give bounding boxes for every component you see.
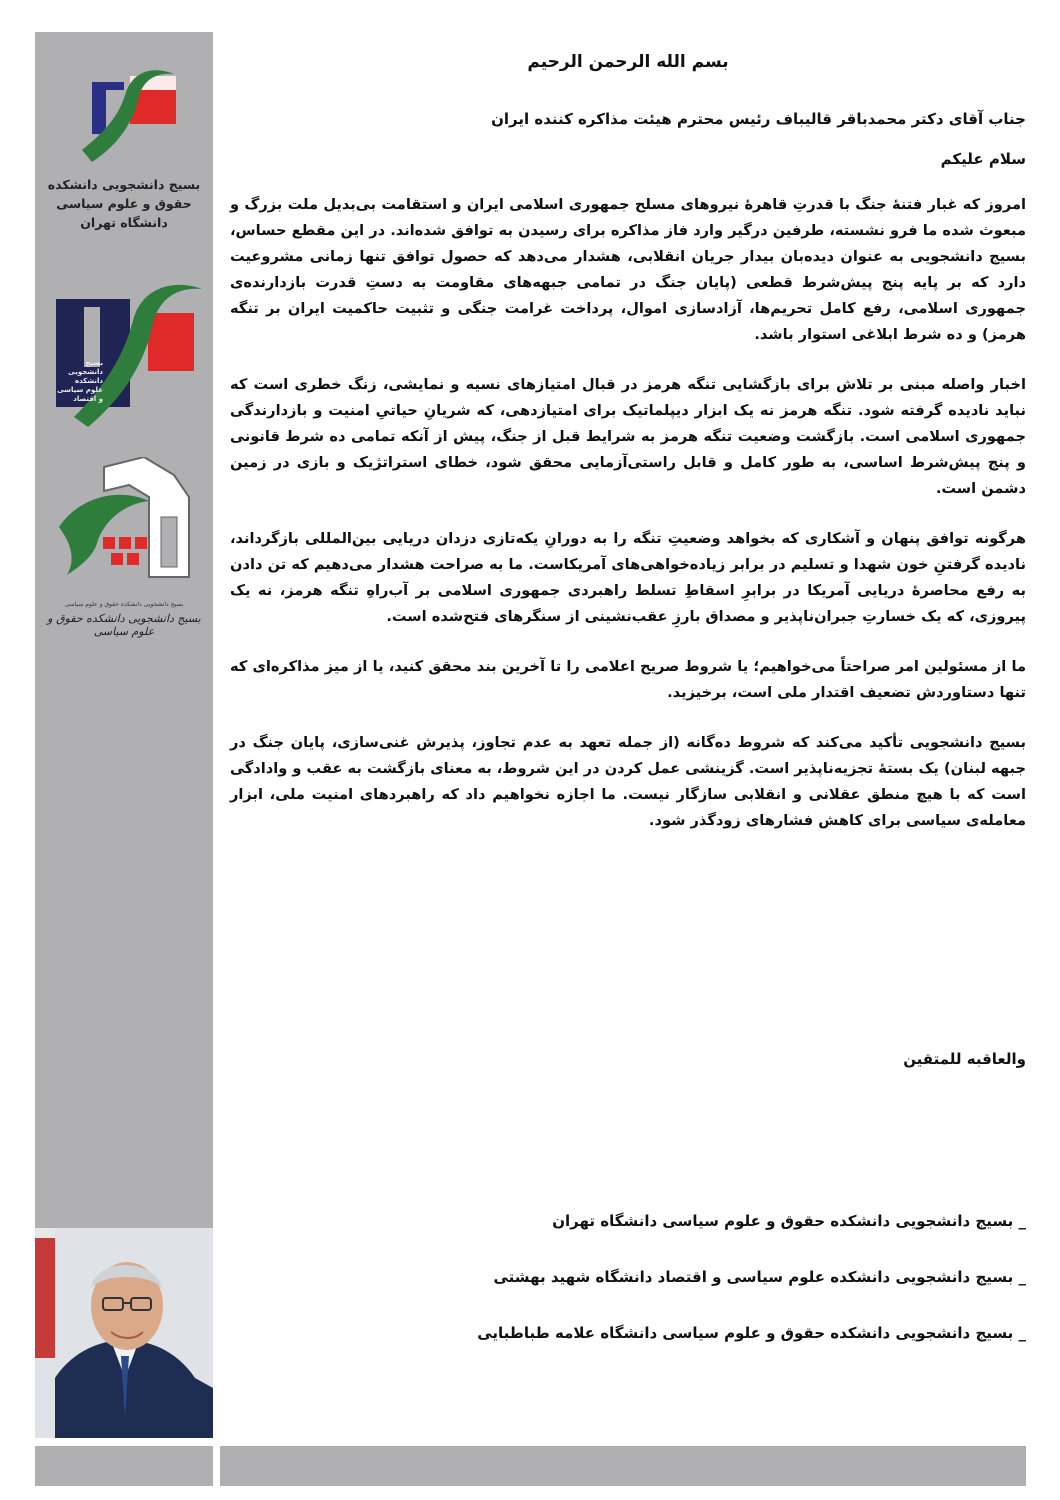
logo2-caption-line: و اقتصاد: [73, 395, 103, 403]
faculty-building-logo-icon: [49, 457, 199, 597]
logo2-caption-line: علوم سیاسی: [57, 386, 103, 394]
greeting: سلام علیکم: [940, 150, 1026, 168]
logo1-caption-line: بسیج دانشجویی دانشکده: [47, 177, 201, 192]
portrait-photo: [35, 1228, 213, 1438]
logo-basij-beheshti: [35, 277, 213, 431]
footer-bar-right: [220, 1446, 1026, 1486]
paragraph: هرگونه توافق پنهان و آشکاری که بخواهد وضعیتِ تنگه را به دورانِ یکه‌تازی دزدان دریایی بین‌المللی بازگرداند، نادیده گرفتنِ خون شهدا و تسلیم در برابر زیاده‌خواهی‌های آمریکاست. ما به صراحت هشدار می‌دهیم که تن دادن به رفع محاصرهٔ دریایی آمریکا در برابرِ اسقاطِ تسلط راهبردی جمهوری اسلامی بر آب‌راهِ تنگه هرمز، نه یک پیروزی، که یک خسارتِ جبران‌ناپذیر و مصداق بارزِ عقب‌نشینی از سنگرهای فتح‌شده است.: [230, 530, 1026, 625]
paragraph: اخبار واصله مبنی بر تلاش برای بازگشایی تنگه هرمز در قبال امتیازهای نسیه و نمایشی، زنگ خطری است که نباید نادیده گرفته شود. تنگه هرمز نه یک ابزار دیپلماتیک برای امتیازدهی، که شریانِ حیاتیِ امنیت و بازدارندگی جمهوری اسلامی است. بازگشت وضعیت تنگه هرمز به شرایط قبل از جنگ، پیش از آنکه تمامی ده شرط قانونی و پنج پیش‌شرط اساسی، به طور کامل و قابل راستی‌آزمایی محقق شود، خطای استراتژیک و بازی در زمین دشمن است.: [230, 376, 1026, 497]
logo3-caption-small: بسیج دانشجویی دانشکده حقوق و علوم سیاسی: [64, 601, 184, 608]
paragraph: بسیج دانشجویی تأکید می‌کند که شروط ده‌گانه (از جمله تعهد به عدم تجاوز، پذیرش غنی‌سازی، پایان جنگ در جبهه لبنان) یک بستهٔ تجزیه‌ناپذیر است. گزینشی عمل کردن در این شروط، به معنای بازگشت به عقب و وادادگی است که با هیچ منطق عقلانی و انقلابی سازگار نیست. ما اجازه نخواهیم داد که راهبردهای امنیت ملی، ابزار معامله‌ی سیاسی برای کاهش فشارهای زودگذر شود.: [230, 734, 1026, 829]
footer-bar-left: [35, 1446, 213, 1486]
signature-line: _ بسیج دانشجویی دانشکده علوم سیاسی و اقتصاد دانشگاه شهید بهشتی: [493, 1268, 1026, 1286]
basij-flag-logo-icon: [64, 62, 184, 167]
signatures: [230, 1212, 1026, 1380]
logo2-caption-line: بسیج: [85, 359, 103, 367]
paragraph: ما از مسئولین امر صراحتاً می‌خواهیم؛ یا شروط صریح اعلامی را تا آخرین بند محقق کنید، یا از میز مذاکره‌ای که تنها دستاوردش تضعیف اقتدار ملی است، برخیزید.: [230, 658, 1026, 701]
logo3-signature: بسیج دانشجویی دانشکده حقوق و علوم سیاسی: [47, 612, 201, 638]
signature-line: _ بسیج دانشجویی دانشکده حقوق و علوم سیاسی دانشگاه تهران: [552, 1212, 1026, 1230]
basij-flag-logo-dark-icon: [44, 277, 204, 427]
closing: والعاقبه للمتقین: [903, 1050, 1026, 1068]
logo1-caption-line: دانشگاه تهران: [80, 215, 168, 230]
bismillah: بسم الله الرحمن الرحیم: [527, 52, 729, 72]
paragraph: امروز که غبار فتنهٔ جنگ با قدرتِ قاهرهٔ نیروهای مسلح جمهوری اسلامی ایران و استقامت بی‌بدیل ملت بزرگ و مبعوث شده ما فرو نشسته، طرفین درگیر وارد فاز مذاکره برای رسیدن به توافق شده‌اند. در این مقطع حساس، بسیج دانشجویی به عنوان دیده‌بان بیدار جریان انقلابی، هشدار می‌دهد که حصول توافق تنها زمانی مشروعیت دارد که بر پایه پنج پیش‌شرط قطعی (پایان جنگ در تمامی جبهه‌های مقاومت به دستِ قدرت بازدارنده‌ی جمهوری اسلامی، رفع کامل تحریم‌ها، آزادسازی اموال، پرداخت غرامت جنگی و تثبیت حاکمیت ایران بر تنگه هرمز) و ده شرط ابلاغی استوار باشد.: [230, 196, 1026, 343]
logo1-caption-line: حقوق و علوم سیاسی: [56, 196, 192, 211]
logo2-caption-line: دانشکده: [75, 377, 103, 385]
letter-body: [230, 52, 1026, 858]
sidebar: [35, 32, 213, 1228]
logo2-caption-line: دانشجویی: [68, 368, 103, 376]
signature-line: _ بسیج دانشجویی دانشکده حقوق و علوم سیاسی دانشگاه علامه طباطبایی: [477, 1324, 1026, 1342]
addressee: جناب آقای دکتر محمدباقر قالیباف رئیس محترم هیئت مذاکره کننده ایران: [491, 110, 1026, 128]
logo-basij-tabatabaei: [35, 457, 213, 638]
logo-basij-tehran: [35, 62, 213, 232]
